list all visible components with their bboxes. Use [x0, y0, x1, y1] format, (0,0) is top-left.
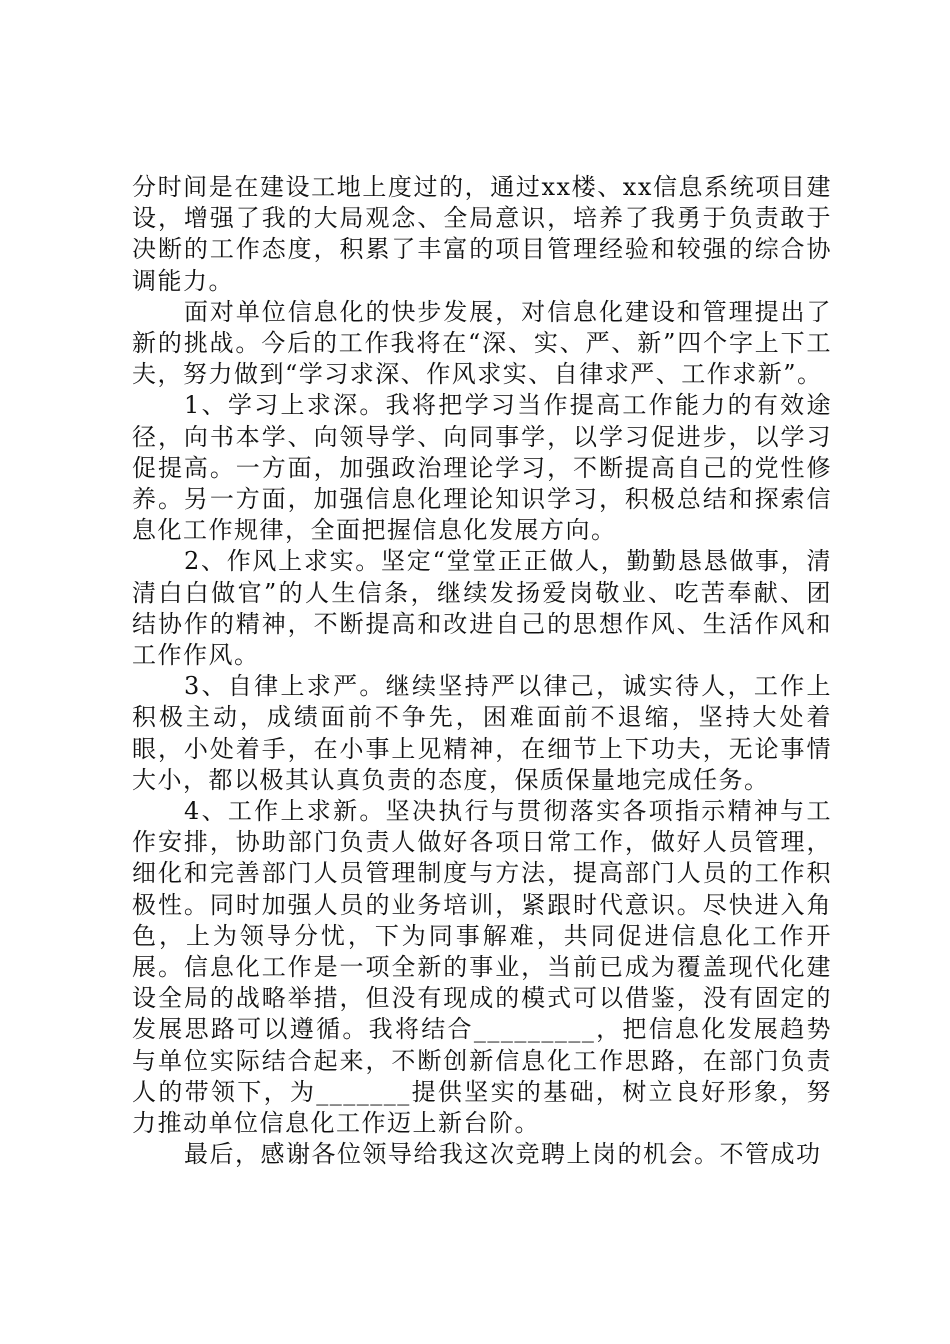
paragraph-innovation: 4、工作上求新。坚决执行与贯彻落实各项指示精神与工作安排，协助部门负责人做好各项日常工作，做好人员管理，细化和完善部门人员管理制度与方法，提高部门人员的工作积极性。同时加强人员的业务培训，紧跟时代意识。尽快进入角色，上为领导分忧，下为同事解难，共同促进信息化工作开展。信息化工作是一项全新的事业，当前已成为覆盖现代化建设全局的战略举措，但没有现成的模式可以借鉴，没有固定的发展思路可以遵循。我将结合_________，把信息化发展趋势与单位实际结合起来，不断创新信息化工作思路，在部门负责人的带领下，为_______提供坚实的基础，树立良好形象，努力推动单位信息化工作迈上新台阶。 — [132, 797, 832, 1138]
paragraph-style: 2、作风上求实。坚定“堂堂正正做人，勤勤恳恳做事，清清白白做官”的人生信条，继续发扬爱岗敬业、吃苦奉献、团结协作的精神，不断提高和改进自己的思想作风、生活作风和工作作风。 — [132, 547, 832, 670]
paragraph-study: 1、学习上求深。我将把学习当作提高工作能力的有效途径，向书本学、向领导学、向同事学，以学习促进步，以学习促提高。一方面，加强政治理论学习，不断提高自己的党性修养。另一方面，加强信息化理论知识学习，积极总结和探索信息化工作规律，全面把握信息化发展方向。 — [132, 391, 832, 545]
paragraph-closing: 最后，感谢各位领导给我这次竞聘上岗的机会。不管成功 — [184, 1140, 822, 1169]
paragraph-challenges: 面对单位信息化的快步发展，对信息化建设和管理提出了新的挑战。今后的工作我将在“深、实、严、新”四个字上下工夫，努力做到“学习求深、作风求实、自律求严、工作求新”。 — [132, 297, 832, 389]
paragraph-continued: 分时间是在建设工地上度过的，通过xx楼、xx信息系统项目建设，增强了我的大局观念、全局意识，培养了我勇于负责敢于决断的工作态度，积累了丰富的项目管理经验和较强的综合协调能力。 — [132, 173, 832, 295]
paragraph-discipline: 3、自律上求严。继续坚持严以律己，诚实待人，工作上积极主动，成绩面前不争先，困难面前不退缩，坚持大处着眼，小处着手，在小事上见精神，在细节上下功夫，无论事情大小，都以极其认真负责的态度，保质保量地完成任务。 — [132, 672, 832, 794]
document-body — [132, 172, 832, 1171]
